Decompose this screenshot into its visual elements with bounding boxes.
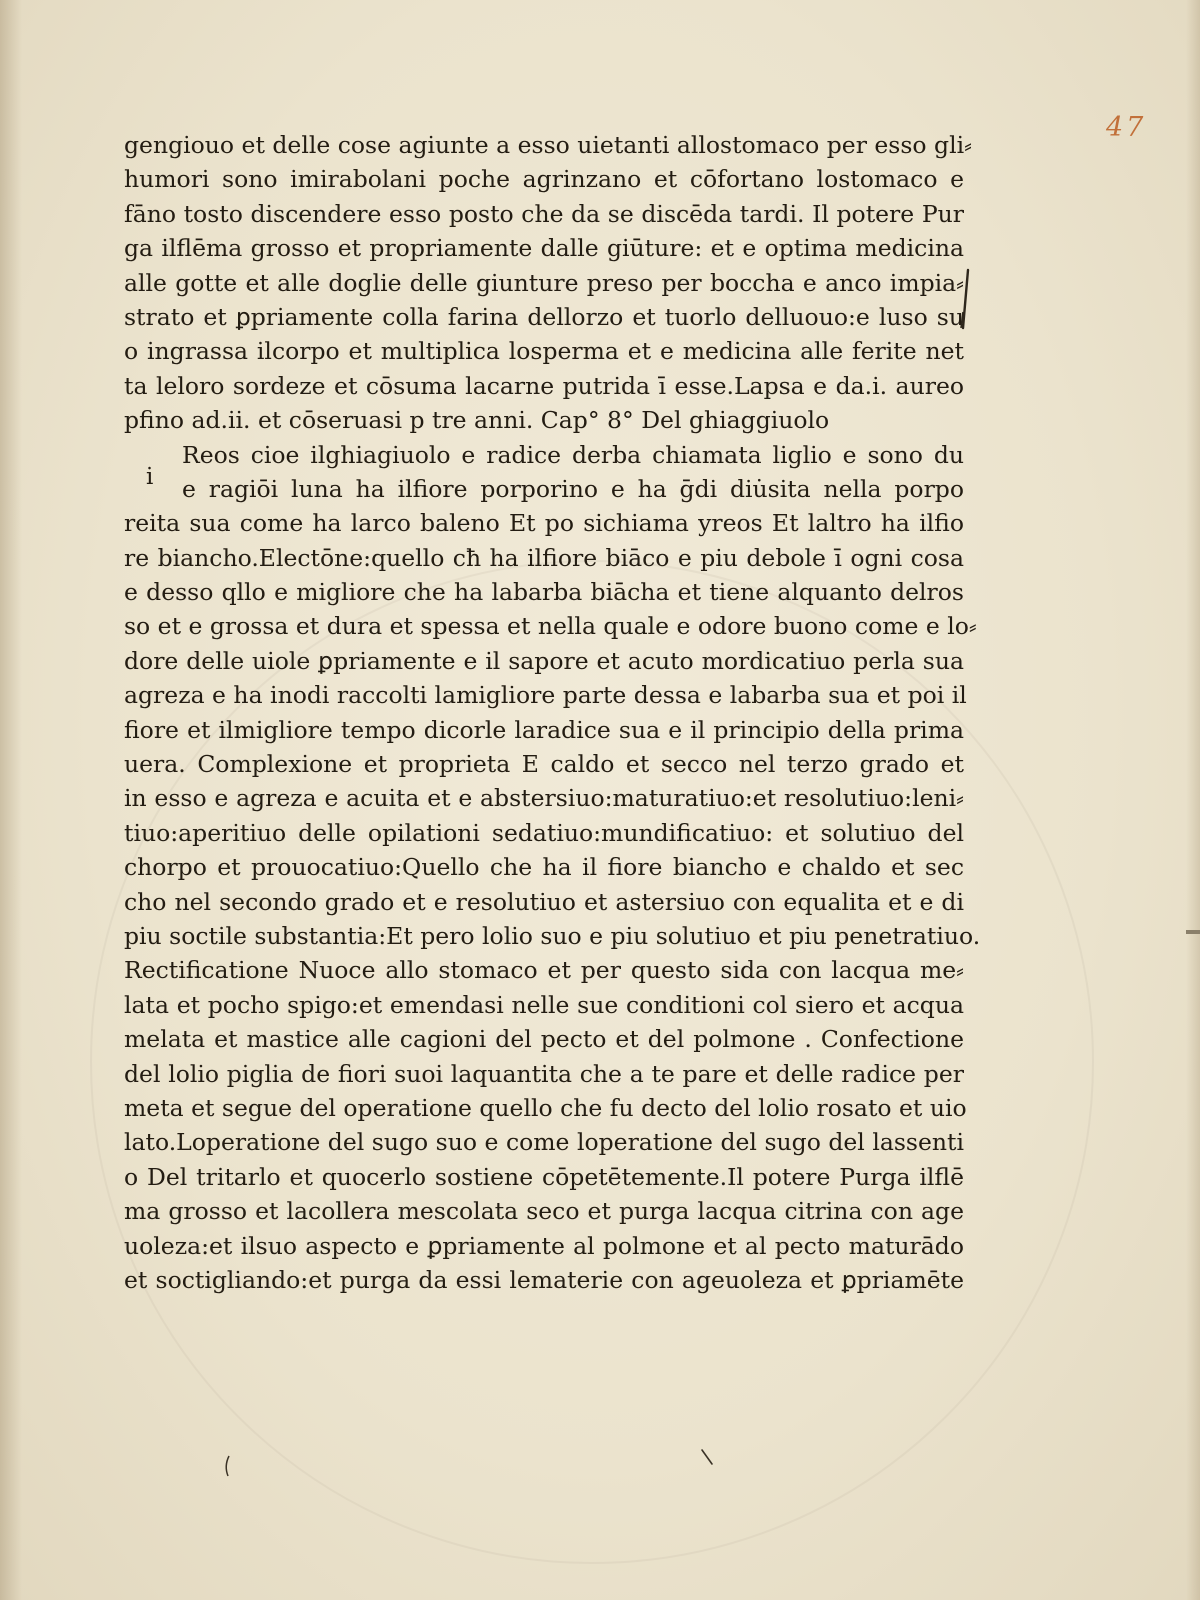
text-line: o ingrassa ilcorpo et multiplica losperma et e medicina alle ferite net xyxy=(124,337,964,366)
text-line: del lolio piglia de fiori suoi laquantita che a te pare et delle radice per xyxy=(124,1059,964,1088)
text-line: uera. Complexione et proprieta E caldo et secco nel terzo grado et xyxy=(124,750,964,779)
text-line: o Del tritarlo et quocerlo sostiene cōpetētemente.Il potere Purga ilflē xyxy=(124,1162,964,1191)
text-line: Reos cioe ilghiagiuolo e radice derba chiamata liglio e sono du xyxy=(182,440,964,469)
text-line: ta leloro sordeze et cōsuma lacarne putrida ī esse.Lapsa e da.i. aureo xyxy=(124,371,964,400)
right-edge-shadow xyxy=(1186,0,1200,1600)
text-line: et soctigliando:et purga da essi lematerie con ageuoleza et ꝑpriamēte xyxy=(124,1265,964,1294)
text-line: strato et ꝑpriamente colla farina dellorzo et tuorlo delluouo:e luso su xyxy=(124,302,964,331)
text-line: alle gotte et alle doglie delle giunture preso per boccha e anco impia⸗ xyxy=(124,268,964,297)
text-line: ma grosso et lacollera mescolata seco et purga lacqua citrina con age xyxy=(124,1197,964,1226)
text-line: fāno tosto discendere esso posto che da se discēda tardi. Il potere Pur xyxy=(124,199,964,228)
text-line: fiore et ilmigliore tempo dicorle laradice sua e il principio della prima xyxy=(124,715,964,744)
text-line: melata et mastice alle cagioni del pecto et del polmone . Confectione xyxy=(124,1025,964,1054)
text-line: in esso e agreza e acuita et e abstersiuo:maturatiuo:et resolutiuo:leni⸗ xyxy=(124,784,964,813)
guide-letter: i xyxy=(146,464,154,490)
edge-mark xyxy=(1186,930,1200,934)
text-line: lato.Loperatione del sugo suo e come loperatione del sugo del lassenti xyxy=(124,1128,964,1157)
curl-mark xyxy=(222,1454,232,1478)
text-line: gengiouo et delle cose agiunte a esso uietanti allostomaco per esso gli⸗ xyxy=(124,131,972,159)
chapter-heading-line: pfino ad.ii. et cōseruasi p tre anni. Cap° 8° Del ghiaggiuolo xyxy=(124,406,830,435)
text-block xyxy=(124,128,981,1297)
text-line: ga ilflēma grosso et propriamente dalle giūture: et e optima medicina xyxy=(124,234,964,263)
left-edge-shadow xyxy=(0,0,22,1600)
text-line: uoleza:et ilsuo aspecto e ꝑpriamente al polmone et al pecto maturādo xyxy=(124,1231,964,1260)
tick-mark xyxy=(700,1448,716,1468)
text-line: cho nel secondo grado et e resolutiuo et astersiuo con equalita et e di xyxy=(124,887,964,916)
text-line: dore delle uiole ꝑpriamente e il sapore et acuto mordicatiuo perla sua xyxy=(124,646,964,675)
text-line: agreza e ha inodi raccolti lamigliore parte dessa e labarba sua et poi il xyxy=(124,681,967,710)
text-line: Rectificatione Nuoce allo stomaco et per questo sida con lacqua me⸗ xyxy=(124,956,964,985)
text-line: re biancho.Electōne:quello cħ ha ilfiore biāco e piu debole ī ogni cosa xyxy=(124,543,964,572)
bracket-mark xyxy=(958,268,972,332)
text-line: lata et pocho spigo:et emendasi nelle sue conditioni col siero et acqua xyxy=(124,990,964,1019)
text-line: chorpo et prouocatiuo:Quello che ha il fiore biancho e chaldo et sec xyxy=(124,853,964,882)
text-line: tiuo:aperitiuo delle opilationi sedatiuo:mundificatiuo: et solutiuo del xyxy=(124,818,964,847)
text-line: meta et segue del operatione quello che fu decto del lolio rosato et uio xyxy=(124,1093,967,1122)
text-line: e desso qllo e migliore che ha labarba biācha et tiene alquanto delros xyxy=(124,578,964,607)
text-line: piu soctile substantia:Et pero lolio suo e piu solutiuo et piu penetratiuo. xyxy=(124,921,981,950)
text-line: e ragiōi luna ha ilfiore porporino e ha ḡdi diu̇sita nella porpo xyxy=(182,474,964,503)
text-line: so et e grossa et dura et spessa et nella quale e odore buono come e lo⸗ xyxy=(124,612,977,641)
text-line: reita sua come ha larco baleno Et po sichiama yreos Et laltro ha ilfio xyxy=(124,509,964,538)
folio-number: 47 xyxy=(1106,112,1147,143)
text-line: humori sono imirabolani poche agrinzano et cōfortano lostomaco e xyxy=(124,165,964,194)
